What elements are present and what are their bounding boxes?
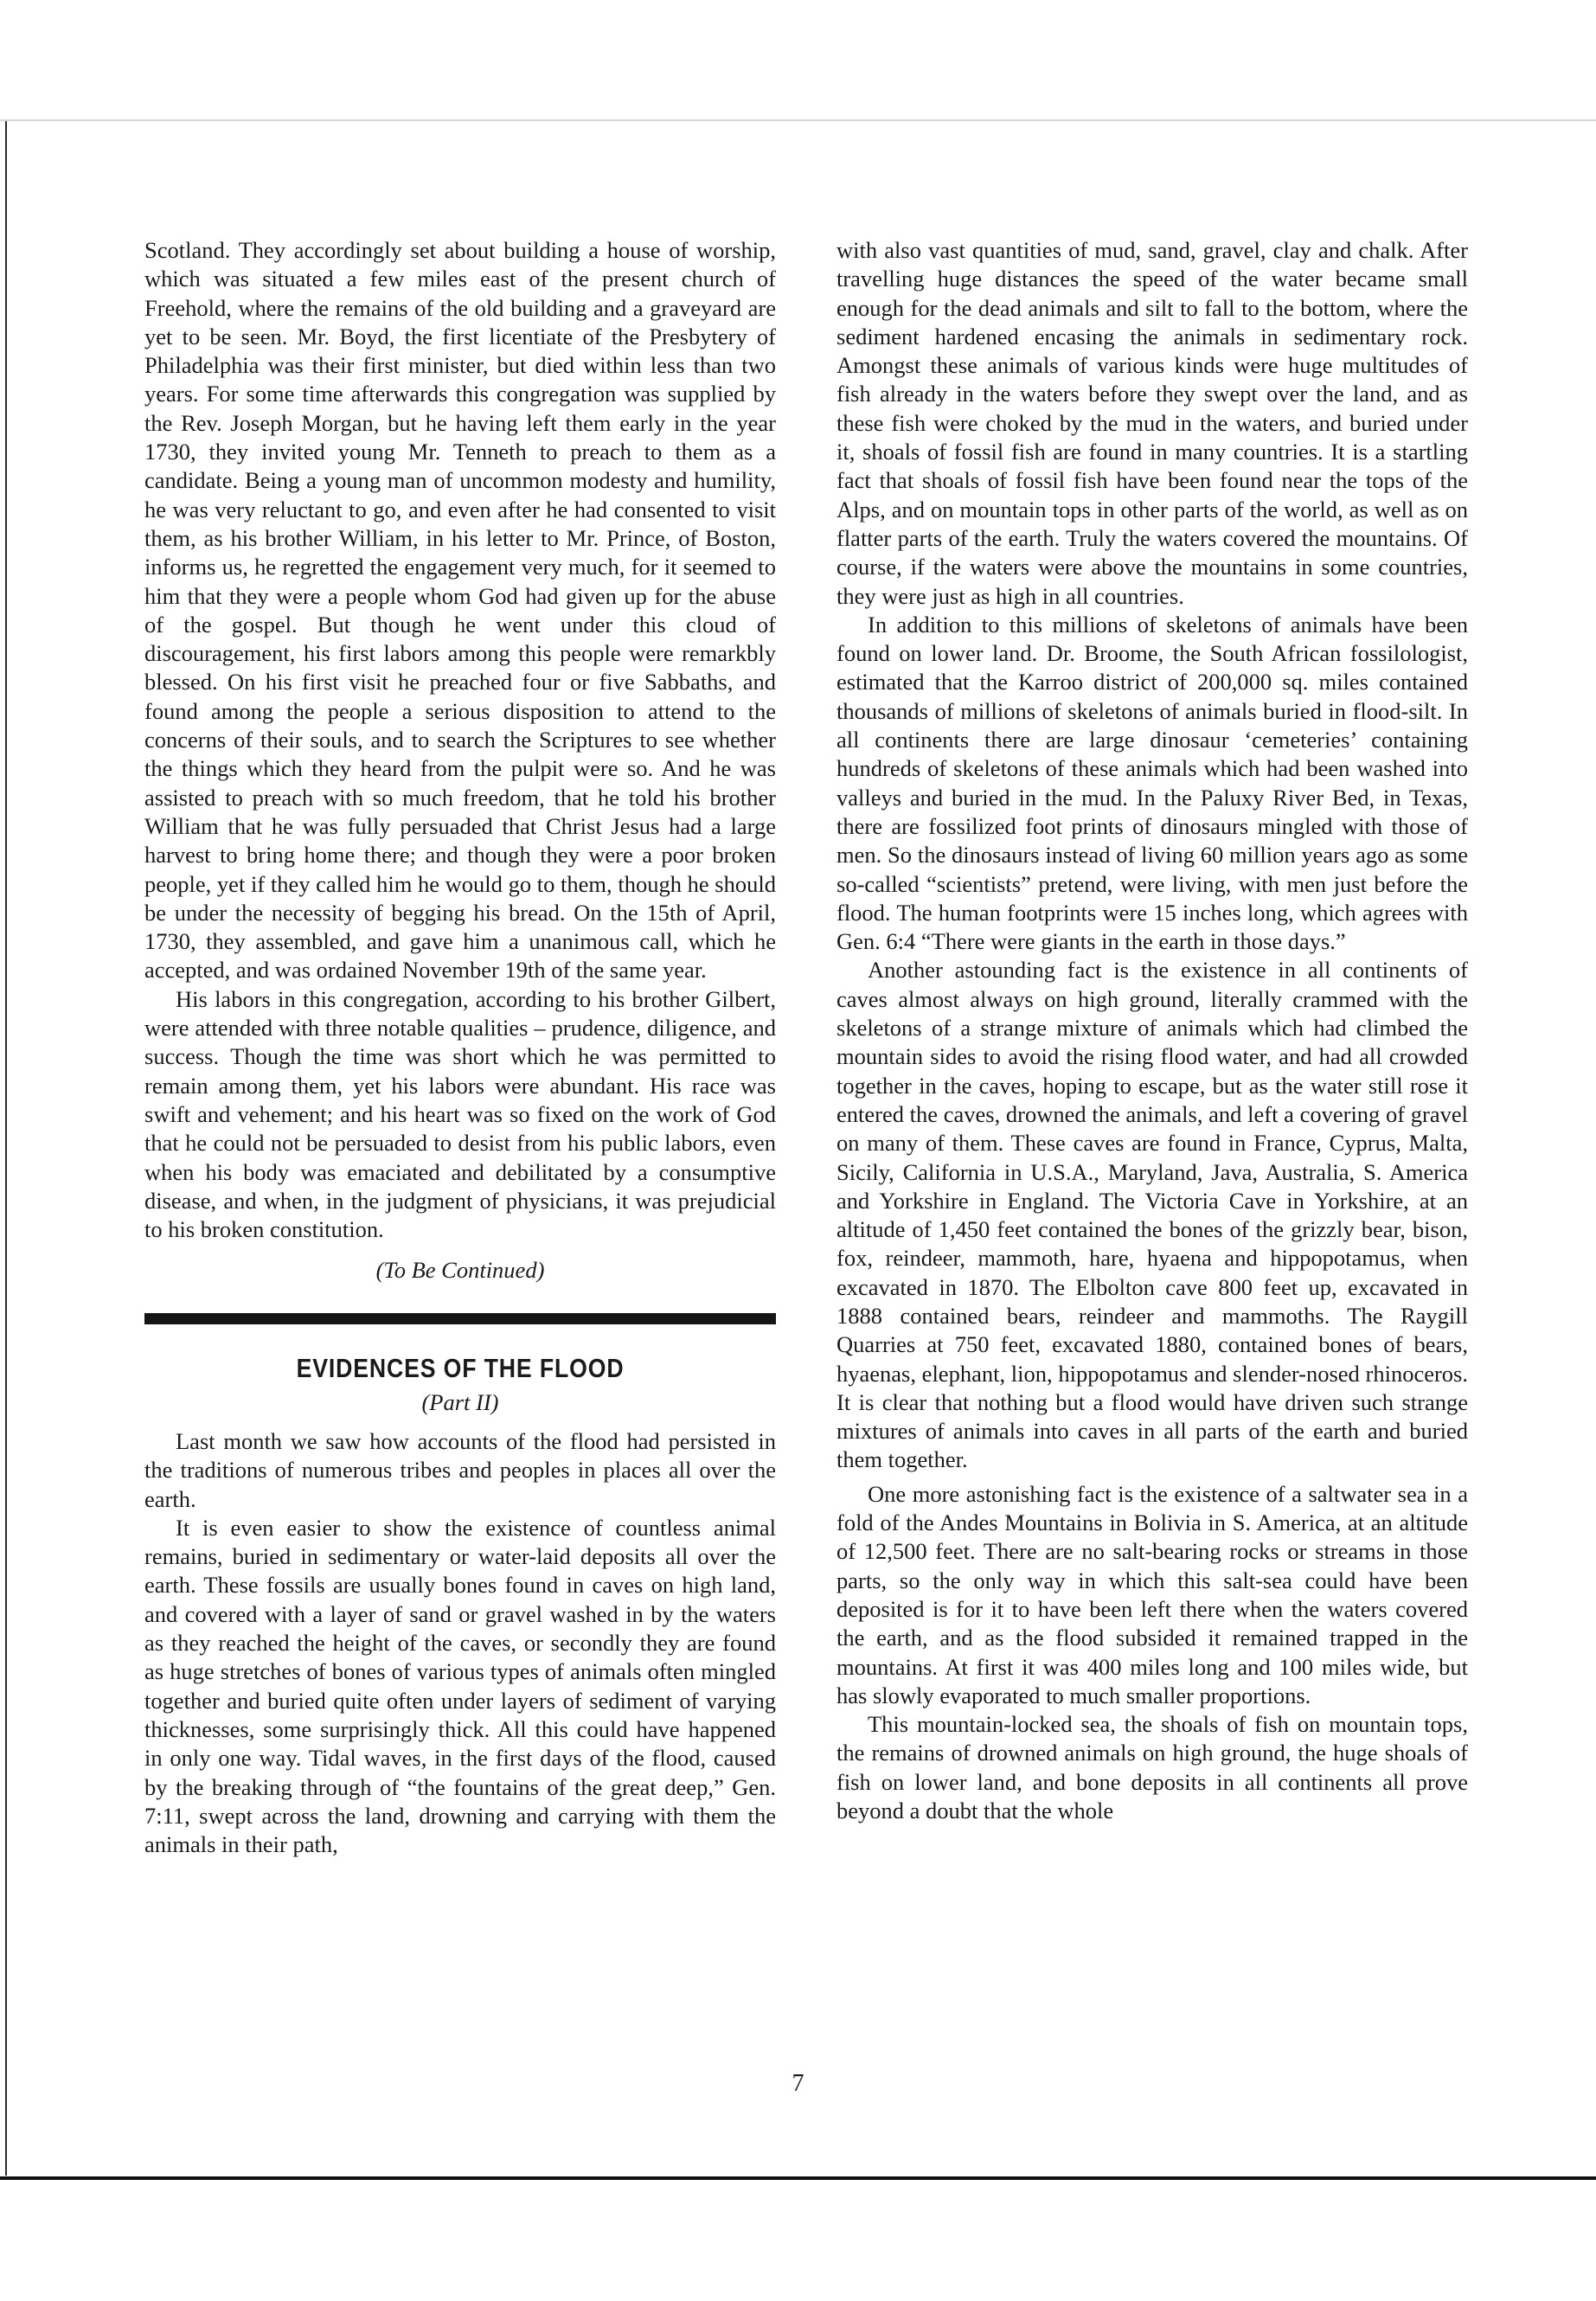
to-be-continued-note: (To Be Continued) — [375, 1257, 545, 1284]
continued-paragraph-2: His labors in this congregation, according to his brother Gilbert, were attended with three notable qualities – prudence, diligence, and success. Though the time was short which he was permitted to remain among them, yet his labors were abundant. His race was swift and vehement; and his heart was so fixed on the work of God that he could not be persuaded to desist from his public labors, even when his body was emaciated and debilitated by a consumptive disease, and when, in the judgment of physicians, it was prejudicial to his broken constitution. — [144, 985, 776, 1243]
article-paragraph-5: Another astounding fact is the existence in all continents of caves almost always on high ground, literally crammed with the skeletons of a strange mixture of animals which had climbed the mountain sides to avoid the rising flood water, and had all crowded together in the caves, hoping to escape, but as the water still rose it entered the caves, drowned the animals, and left a covering of gravel on many of them. These caves are found in France, Cyprus, Malta, Sicily, California in U.S.A., Maryland, Java, Australia, S. America and Yorkshire in England. The Victoria Cave in Yorkshire, at an altitude of 1,450 feet contained the bones of the grizzly bear, bison, fox, reindeer, mammoth, hare, hyaena and hippopotamus, when excavated in 1870. The Elbolton cave 800 feet up, excavated in 1888 contained bears, reindeer and mammoths. The Raygill Quarries at 750 feet, excavated 1880, contained bones of bears, hyaenas, elephant, lion, hippopotamus and slender-nosed rhinoceros. It is clear that nothing but a flood would have driven such strange mixtures of animals into caves in all parts of the earth and buried them together. — [836, 957, 1468, 1473]
article-paragraph-3: with also vast quantities of mud, sand, gravel, clay and chalk. After travelling huge distances the speed of the water became small enough for the dead animals and silt to fall to the bottom, where the sediment hardened encasing the animals in sedimentary rock. Amongst these animals of various kinds were huge multitudes of fish already in the waters before they swept over the land, and as these fish were choked by the mud in the waters, and buried under it, shoals of fossil fish are found in many countries. It is a startling fact that shoals of fossil fish have been found near the tops of the Alps, and on mountain tops in other parts of the world, as well as on flatter parts of the earth. Truly the waters covered the mountains. Of course, if the waters were above the mountains in some countries, they were just as high in all countries. — [836, 237, 1468, 609]
continued-paragraph-1: Scotland. They accordingly set about building a house of worship, which was situated a few miles east of the present church of Freehold, where the remains of the old building and a graveyard are yet to be seen. Mr. Boyd, the first licentiate of the Presbytery of Philadelphia was their first minister, but died within less than two years. For some time afterwards this congregation was supplied by the Rev. Joseph Morgan, but he having left them early in the year 1730, they invited young Mr. Tenneth to preach to them as a candidate. Being a young man of uncommon modesty and humility, he was very reluctant to go, and even after he had consented to visit them, as his brother William, in his letter to Mr. Prince, of Boston, informs us, he regretted the engagement very much, for it seemed to him that they were a people whom God had given up for the abuse of the gospel. But though he went under this cloud of discouragement, his first labors among this people were remarkbly blessed. On his first visit he preached four or five Sabbaths, and found among the people a serious disposition to attend to the concerns of their souls, and to search the Scriptures to see whether the things which they heard from the pulpit were so. And he was assisted to preach with so much freedom, that he told his brother William that he was fully persuaded that Christ Jesus had a large harvest to bring home there; and though they were a poor broken people, yet if they called him he would go to them, though he should be under the necessity of begging his bread. On the 15th of April, 1730, they assembled, and gave him a unanimous call, which he accepted, and was ordained November 19th of the same year. — [144, 237, 776, 984]
article-paragraph-6: One more astonishing fact is the existence of a saltwater sea in a fold of the Andes Mountains in Bolivia in S. America, at an altitude of 12,500 feet. There are no salt-bearing rocks or streams in those parts, so the only way in which this salt-sea could have been deposited is for it to have been left there when the waters covered the earth, and as the flood subsided it remained trapped in the mountains. At first it was 400 miles long and 100 miles wide, but has slowly evaporated to much smaller proportions. — [836, 1480, 1468, 1708]
article-paragraph-7: This mountain-locked sea, the shoals of fish on mountain tops, the remains of drowned animals on high ground, the huge shoals of fish on lower land, and bone deposits in all continents all prove beyond a doubt that the whole — [836, 1711, 1468, 1824]
article-paragraph-4: In addition to this millions of skeletons of animals have been found on lower land. Dr. Broome, the South African fossilologist, estimated that the Karroo district of 200,000 sq. miles contained thousands of millions of skeletons of animals buried in flood-silt. In all continents there are large dinosaur ‘cemeteries’ containing hundreds of skeletons of these animals which had been washed into valleys and buried in the mud. In the Paluxy River Bed, in Texas, there are fossilized foot prints of dinosaurs mingled with those of men. So the dinosaurs instead of living 60 million years ago as some so-called “scientists” pretend, were living, with men just before the flood. The human footprints were 15 inches long, which agrees with Gen. 6:4 “There were giants in the earth in those days.” — [836, 611, 1468, 955]
article-subtitle: (Part II) — [421, 1388, 499, 1415]
left-column — [144, 236, 776, 1859]
page-number: 7 — [792, 2070, 804, 2097]
article-title: EVIDENCES OF THE FLOOD — [296, 1352, 625, 1383]
section-divider — [144, 1313, 776, 1324]
right-column — [836, 236, 1468, 1825]
article-paragraph-2: It is even easier to show the existence of countless animal remains, buried in sedimentary or water-laid deposits all over the earth. These fossils are usually bones found in caves on high land, and covered with a layer of sand or gravel washed in by the waters as they reached the height of the caves, or secondly they are found as huge stretches of bones of various types of animals often mingled together and buried quite often under layers of sediment of varying thicknesses, some surprisingly thick. All this could have happened in only one way. Tidal waves, in the first days of the flood, caused by the breaking through of “the fountains of the great deep,” Gen. 7:11, swept across the land, drowning and carrying with them the animals in their path, — [144, 1514, 776, 1858]
article-paragraph-1: Last month we saw how accounts of the flood had persisted in the traditions of numerous tribes and peoples in places all over the earth. — [144, 1427, 776, 1512]
